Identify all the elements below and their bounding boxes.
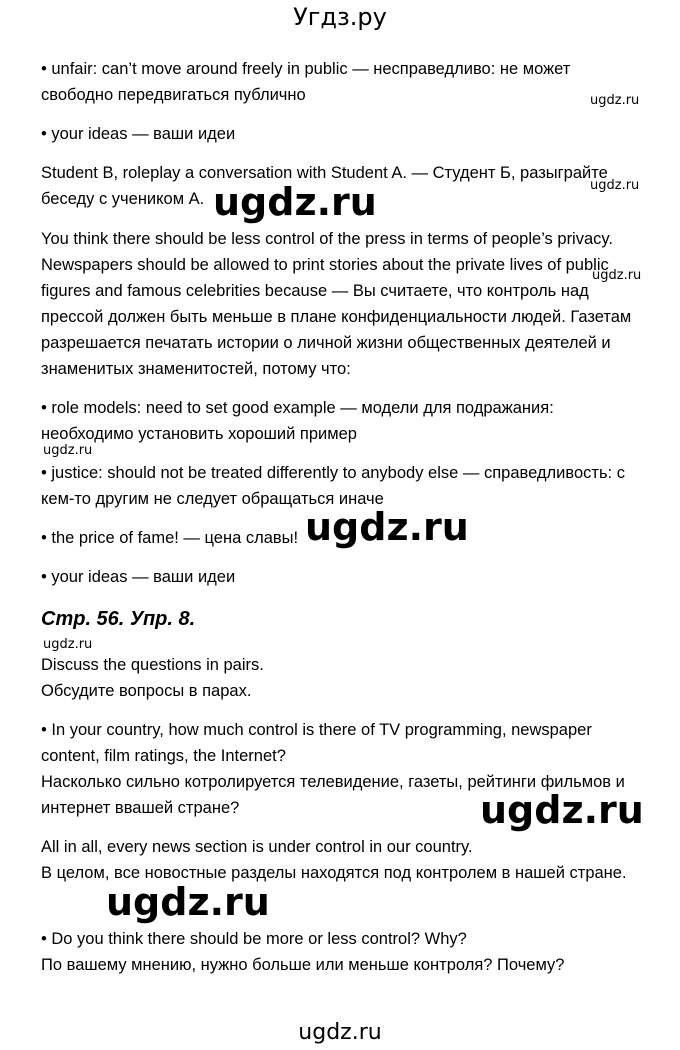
text-line: Discuss the questions in pairs. <box>41 656 264 674</box>
exercise-heading: Стр. 56. Упр. 8. <box>41 608 196 630</box>
text-line: По вашему мнению, нужно больше или меньше контроля? Почему? <box>41 956 565 974</box>
text-line: You think there should be less control of the press in terms of people’s privacy. <box>41 230 614 248</box>
text-line: • In your country, how much control is there of TV programming, newspaper <box>41 721 592 739</box>
text-line: необходимо установить хороший пример <box>41 425 357 443</box>
watermark-big: ugdz.ru <box>106 880 270 924</box>
watermark-big: ugdz.ru <box>305 505 469 549</box>
text-line: • your ideas — ваши идеи <box>41 125 236 143</box>
site-title: Угдз.ру <box>293 3 387 31</box>
text-line: All in all, every news section is under control in our country. <box>41 838 473 856</box>
text-line: свободно передвигаться публично <box>41 86 306 104</box>
text-line: • Do you think there should be more or less control? Why? <box>41 930 467 948</box>
text-line: • unfair: can’t move around freely in public — несправедливо: не может <box>41 60 571 78</box>
text-line: кем-то другим не следует обращаться иначе <box>41 490 384 508</box>
text-line: • justice: should not be treated differently to anybody else — справедливость: с <box>41 464 625 482</box>
text-line: content, film ratings, the Internet? <box>41 747 286 765</box>
text-line: • the price of fame! — цена славы! <box>41 529 299 547</box>
text-line: • role models: need to set good example — модели для подражания: <box>41 399 554 417</box>
watermark-small: ugdz.ru <box>592 268 642 283</box>
text-line: разрешается печатать истории о личной жизни общественных деятелей и <box>41 334 611 352</box>
text-line: • your ideas — ваши идеи <box>41 568 236 586</box>
text-line: Обсудите вопросы в парах. <box>41 682 252 700</box>
watermark-big: ugdz.ru <box>213 180 377 224</box>
footer-watermark: ugdz.ru <box>298 1020 382 1045</box>
watermark-big: ugdz.ru <box>480 788 644 832</box>
watermark-small: ugdz.ru <box>43 443 93 458</box>
watermark-small: ugdz.ru <box>43 637 93 652</box>
text-line: беседу с учеником А. <box>41 190 205 208</box>
text-line: прессой должен быть меньше в плане конфиденциальности людей. Газетам <box>41 308 632 326</box>
text-line: В целом, все новостные разделы находятся под контролем в нашей стране. <box>41 864 627 882</box>
text-line: знаменитых знаменитостей, потому что: <box>41 360 351 378</box>
text-line: Насколько сильно котролируется телевидение, газеты, рейтинги фильмов и <box>41 773 625 791</box>
text-line: Student B, roleplay a conversation with Student A. — Студент Б, разыграйте <box>41 164 608 182</box>
text-line: интернет ввашей стране? <box>41 799 240 817</box>
text-line: Newspapers should be allowed to print stories about the private lives of public <box>41 256 609 274</box>
watermark-small: ugdz.ru <box>590 93 640 108</box>
text-line: figures and famous celebrities because — Вы считаете, что контроль над <box>41 282 589 300</box>
watermark-small: ugdz.ru <box>590 178 640 193</box>
